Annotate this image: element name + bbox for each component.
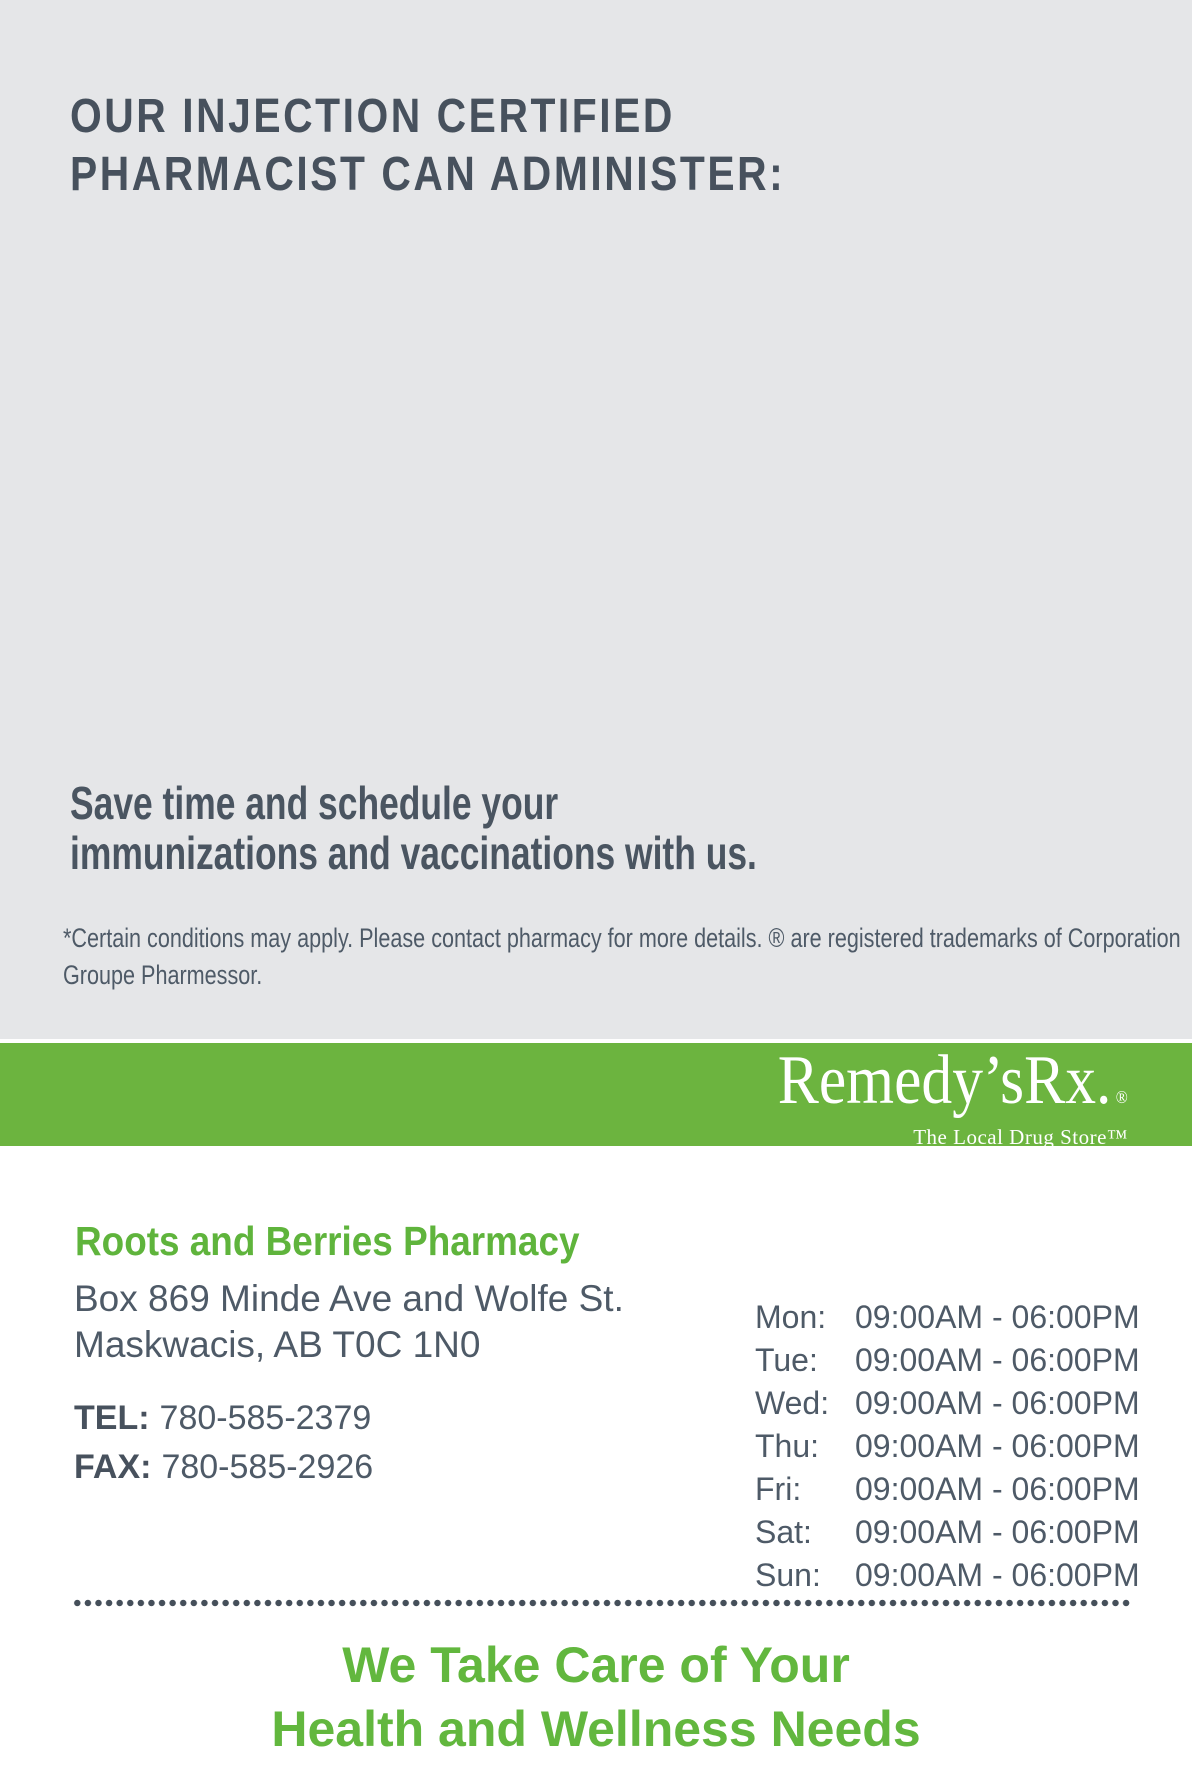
hours-row-sat	[755, 1511, 1140, 1554]
hours-time-value: 09:00AM - 06:00PM	[855, 1557, 1140, 1593]
main-headline	[70, 88, 785, 204]
contact-numbers	[74, 1394, 373, 1492]
hours-time-value: 09:00AM - 06:00PM	[855, 1342, 1140, 1378]
hours-day-label: Thu:	[755, 1428, 820, 1464]
hours-row-thu	[755, 1425, 1140, 1468]
hours-day-label: Mon:	[755, 1299, 827, 1335]
store-hours-list	[755, 1296, 1140, 1597]
logo-tagline: The Local Drug Store™	[913, 1124, 1128, 1149]
dotted-divider	[72, 1599, 1130, 1607]
fax-row	[74, 1443, 373, 1492]
hours-day-label: Fri:	[755, 1471, 802, 1507]
hours-time-value: 09:00AM - 06:00PM	[855, 1299, 1140, 1335]
main-headline-line1: OUR INJECTION CERTIFIED	[70, 90, 675, 143]
hours-time-value: 09:00AM - 06:00PM	[855, 1514, 1140, 1550]
hours-row-sun	[755, 1554, 1140, 1597]
hours-time-value: 09:00AM - 06:00PM	[855, 1385, 1140, 1421]
hours-day-label: Wed:	[755, 1385, 830, 1421]
pharmacy-address	[74, 1276, 624, 1368]
footer-tagline-line2: Health and Wellness Needs	[271, 1701, 921, 1757]
address-line2: Maskwacis, AB T0C 1N0	[74, 1324, 481, 1365]
subheading-line1: Save time and schedule your	[70, 777, 559, 829]
hours-row-mon	[755, 1296, 1140, 1339]
disclaimer-text: *Certain conditions may apply. Please contact pharmacy for more details. ® are registered trademarks of Corporation Groupe Pharmessor.	[63, 923, 1181, 990]
tel-row	[74, 1394, 373, 1443]
footer-tagline-line1: We Take Care of Your	[342, 1637, 850, 1693]
hours-row-wed	[755, 1382, 1140, 1425]
hours-row-tue	[755, 1339, 1140, 1382]
hours-day-label: Tue:	[755, 1342, 818, 1378]
tel-label: TEL:	[74, 1399, 150, 1437]
fax-number: 780-585-2926	[161, 1448, 374, 1486]
hours-row-fri	[755, 1468, 1140, 1511]
remedysrx-logo	[730, 1041, 1128, 1149]
tel-number: 780-585-2379	[159, 1399, 372, 1437]
brand-banner	[0, 1041, 1192, 1149]
hours-day-label: Sun:	[755, 1557, 821, 1593]
main-headline-line2: PHARMACIST CAN ADMINISTER:	[70, 148, 786, 201]
subheading-line2: immunizations and vaccinations with us.	[70, 827, 757, 879]
hours-day-label: Sat:	[755, 1514, 812, 1550]
hours-time-value: 09:00AM - 06:00PM	[855, 1471, 1140, 1507]
logo-wordmark	[777, 1041, 1128, 1128]
hours-time-value: 09:00AM - 06:00PM	[855, 1428, 1140, 1464]
subheading	[70, 778, 757, 878]
registered-trademark-symbol: ®	[1115, 1086, 1128, 1107]
fax-label: FAX:	[74, 1448, 152, 1486]
footer-tagline	[0, 1633, 1192, 1761]
logo-wordmark-text: Remedy’sRx.	[777, 1041, 1112, 1119]
address-line1: Box 869 Minde Ave and Wolfe St.	[74, 1278, 624, 1319]
pharmacy-name: Roots and Berries Pharmacy	[75, 1218, 580, 1264]
